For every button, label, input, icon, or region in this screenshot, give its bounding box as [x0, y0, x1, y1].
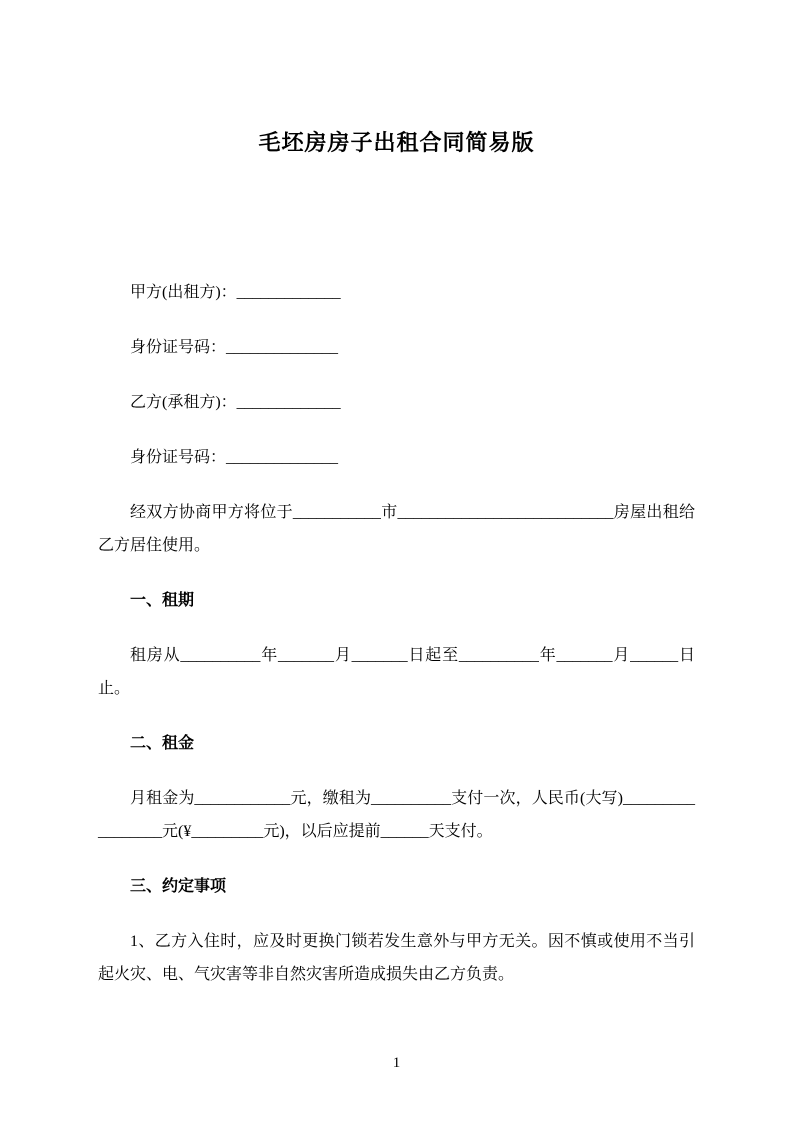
document-title: 毛坯房房子出租合同简易版 — [258, 130, 535, 155]
page-number: 1 — [392, 1055, 401, 1071]
party-b-id-line: 身份证号码：______________ — [130, 449, 339, 466]
party-b-line: 乙方(承租方)：_____________ — [130, 394, 341, 411]
party-a-line: 甲方(出租方)：_____________ — [130, 284, 341, 301]
section-heading-agreed-matters: 三、约定事项 — [130, 878, 227, 895]
rent-paragraph: 月租金为____________元，缴租为__________支付一次，人民币(大写)_________________元(¥_________元)，以后应提前______天支付。 — [98, 790, 695, 840]
agreed-matters-paragraph: 1、乙方入住时，应及时更换门锁若发生意外与甲方无关。因不慎或使用不当引起火灾、电、气灾害等非自然灾害所造成损失由乙方负责。 — [98, 933, 695, 983]
intro-paragraph: 经双方协商甲方将位于___________市___________________________房屋出租给乙方居住使用。 — [98, 504, 695, 554]
section-heading-rent: 二、租金 — [130, 735, 195, 752]
party-a-id-line: 身份证号码：______________ — [130, 339, 339, 356]
lease-term-paragraph: 租房从__________年_______月_______日起至__________年_______月______日止。 — [98, 647, 695, 697]
section-heading-lease-term: 一、租期 — [130, 592, 195, 609]
